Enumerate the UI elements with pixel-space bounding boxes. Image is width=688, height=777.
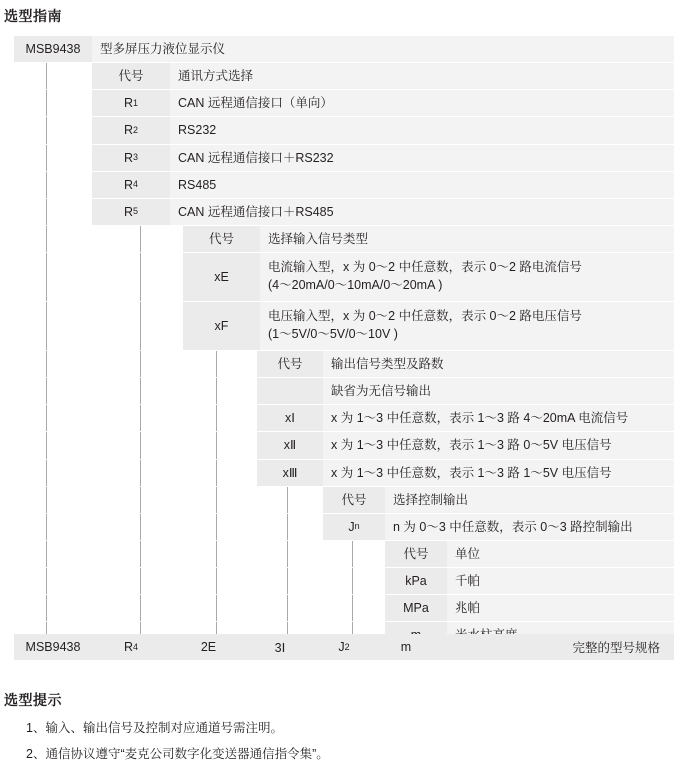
comm-code: R 1: [92, 90, 170, 116]
unit-header-desc: 单位: [447, 541, 674, 567]
output-code: [257, 378, 323, 404]
spacer: [14, 514, 323, 540]
output-code: xⅡ: [257, 432, 323, 458]
input-desc: [260, 302, 674, 350]
comm-desc: RS232: [170, 117, 674, 143]
table-row: [14, 378, 674, 405]
summary-control: J 2: [338, 640, 350, 654]
table-row: [14, 514, 674, 541]
comm-header-code: 代号: [92, 63, 170, 89]
control-header-code: 代号: [323, 487, 385, 513]
table-row-comm-header: [14, 63, 674, 90]
table-row: [14, 172, 674, 199]
model-code: MSB9438: [14, 36, 92, 62]
page-title-selection-guide: 选型指南: [4, 8, 62, 24]
selection-table: [14, 36, 674, 649]
comm-code: R 4: [92, 172, 170, 198]
selection-tips-list: [26, 716, 666, 767]
spacer: [14, 199, 92, 225]
list-item: 2、通信协议遵守“麦克公司数字化变送器通信指令集”。: [26, 746, 329, 761]
table-row: [14, 432, 674, 459]
output-code: xⅠ: [257, 405, 323, 431]
table-row: [14, 117, 674, 144]
output-desc: x 为 1～3 中任意数，表示 1～3 路 4～20mA 电流信号: [323, 405, 674, 431]
table-row-unit-header: [14, 541, 674, 568]
unit-code: kPa: [385, 568, 447, 594]
output-desc: 缺省为无信号输出: [323, 378, 674, 404]
control-code: J n: [323, 514, 385, 540]
table-row: [14, 90, 674, 117]
input-desc-line1: 电流输入型，x 为 0～2 中任意数，表示 0～2 路电流信号: [268, 260, 582, 274]
comm-code: R 5: [92, 199, 170, 225]
table-row: [14, 460, 674, 487]
spacer: [14, 253, 183, 301]
table-row: [14, 199, 674, 226]
spacer: [14, 460, 257, 486]
comm-desc: CAN 远程通信接口＋RS485: [170, 199, 674, 225]
spacer: [14, 432, 257, 458]
comm-desc: CAN 远程通信接口＋RS232: [170, 145, 674, 171]
spacer: [14, 541, 385, 567]
spacer: [14, 63, 92, 89]
spacer: [14, 117, 92, 143]
page-title-selection-tips: 选型提示: [4, 692, 62, 708]
model-desc: 型多屏压力液位显示仪: [92, 36, 674, 62]
comm-code: R 2: [92, 117, 170, 143]
output-header-code: 代号: [257, 351, 323, 377]
spacer: [14, 90, 92, 116]
comm-desc: RS485: [170, 172, 674, 198]
spacer: [14, 145, 92, 171]
list-item: 1、输入、输出信号及控制对应通道号需注明。: [26, 721, 283, 735]
output-header-desc: 输出信号类型及路数: [323, 351, 674, 377]
input-header-desc: 选择输入信号类型: [260, 226, 674, 252]
input-desc: [260, 253, 674, 301]
spacer: [14, 351, 257, 377]
input-desc-line2: (4～20mA/0～10mA/0～20mA ): [268, 278, 443, 293]
input-code: xE: [183, 253, 260, 301]
unit-code: MPa: [385, 595, 447, 621]
unit-header-code: 代号: [385, 541, 447, 567]
summary-unit: m: [400, 640, 412, 654]
table-row: [14, 568, 674, 595]
table-row-control-header: [14, 487, 674, 514]
spacer: [14, 302, 183, 350]
input-desc-line1: 电压输入型，x 为 0～2 中任意数，表示 0～2 路电压信号: [268, 309, 582, 323]
control-header-desc: 选择控制输出: [385, 487, 674, 513]
table-row: [14, 405, 674, 432]
input-code: xF: [183, 302, 260, 350]
table-row-model: [14, 36, 674, 63]
table-row: [14, 302, 674, 351]
summary-label: 完整的型号规格: [572, 641, 660, 655]
unit-desc: 兆帕: [447, 595, 674, 621]
summary-output: 3Ⅰ: [274, 640, 286, 655]
input-desc-line2: (1～5V/0～5V/0～10V ): [268, 327, 398, 342]
unit-desc: 千帕: [447, 568, 674, 594]
spacer: [14, 405, 257, 431]
comm-header-desc: 通讯方式选择: [170, 63, 674, 89]
input-header-code: 代号: [183, 226, 260, 252]
summary-model: MSB9438: [25, 640, 81, 654]
output-code: xⅢ: [257, 460, 323, 486]
table-row: [14, 595, 674, 622]
summary-row: [14, 634, 674, 660]
output-desc: x 为 1～3 中任意数，表示 1～3 路 1～5V 电压信号: [323, 460, 674, 486]
spacer: [14, 378, 257, 404]
spacer: [14, 226, 183, 252]
table-row-output-header: [14, 351, 674, 378]
table-row-input-header: [14, 226, 674, 253]
spacer: [14, 595, 385, 621]
spacer: [14, 172, 92, 198]
summary-input: 2E: [200, 640, 217, 654]
output-desc: x 为 1～3 中任意数，表示 1～3 路 0～5V 电压信号: [323, 432, 674, 458]
comm-code: R 3: [92, 145, 170, 171]
comm-desc: CAN 远程通信接口（单向）: [170, 90, 674, 116]
spacer: [14, 487, 323, 513]
table-row: [14, 145, 674, 172]
control-desc: n 为 0～3 中任意数，表示 0～3 路控制输出: [385, 514, 674, 540]
spacer: [14, 568, 385, 594]
table-row: [14, 253, 674, 302]
summary-comm: R 4: [123, 640, 139, 654]
